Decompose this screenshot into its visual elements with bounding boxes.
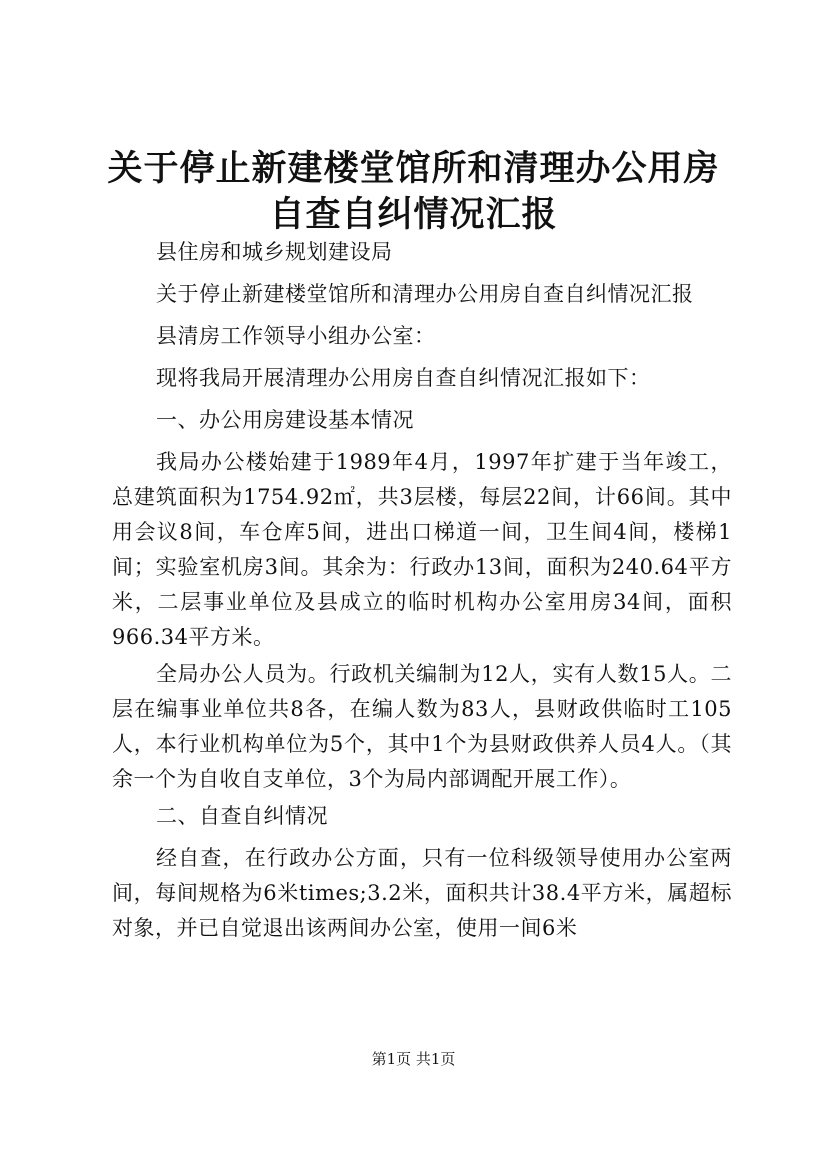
- paragraph-subject: 关于停止新建楼堂馆所和清理办公用房自查自纠情况汇报: [156, 282, 694, 306]
- paragraph-issuer: 县住房和城乡规划建设局: [156, 240, 393, 264]
- paragraph-recipient: 县清房工作领导小组办公室：: [156, 324, 436, 348]
- paragraph-staff-info: 全局办公人员为。行政机关编制为12人，实有人数15人。二层在编事业单位共8各，在编人数为83人，县财政供临时工105人，本行业机构单位为5个，其中1个为县财政供养人员4人。（其余一个为自收自支单位，3个为局内部调配开展工作）。: [112, 662, 732, 791]
- paragraph-building-info: 我局办公楼始建于1989年4月，1997年扩建于当年竣工，总建筑面积为1754.92㎡，共3层楼，每层22间，计66间。其中用会议8间，车仓库5间，进出口梯道一间，卫生间4间，楼梯1间；实验室机房3间。其余为：行政办13间，面积为240.64平方米，二层事业单位及县成立的临时机构办公室用房34间，面积966.34平方米。: [112, 450, 732, 649]
- document-title: 关于停止新建楼堂馆所和清理办公用房自查自纠情况汇报: [107, 148, 720, 235]
- section-heading-1: 一、办公用房建设基本情况: [156, 408, 414, 432]
- paragraph-intro: 现将我局开展清理办公用房自查自纠情况汇报如下：: [156, 366, 651, 390]
- paragraph-self-check: 经自查，在行政办公方面，只有一位科级领导使用办公室两间，每间规格为6米times;3.2米，面积共计38.4平方米，属超标对象，并已自觉退出该两间办公室，使用一间6米: [112, 846, 732, 940]
- document-body: [112, 235, 732, 948]
- section-heading-2: 二、自查自纠情况: [156, 804, 328, 828]
- page-number-footer: 第1页 共1页: [371, 1050, 456, 1068]
